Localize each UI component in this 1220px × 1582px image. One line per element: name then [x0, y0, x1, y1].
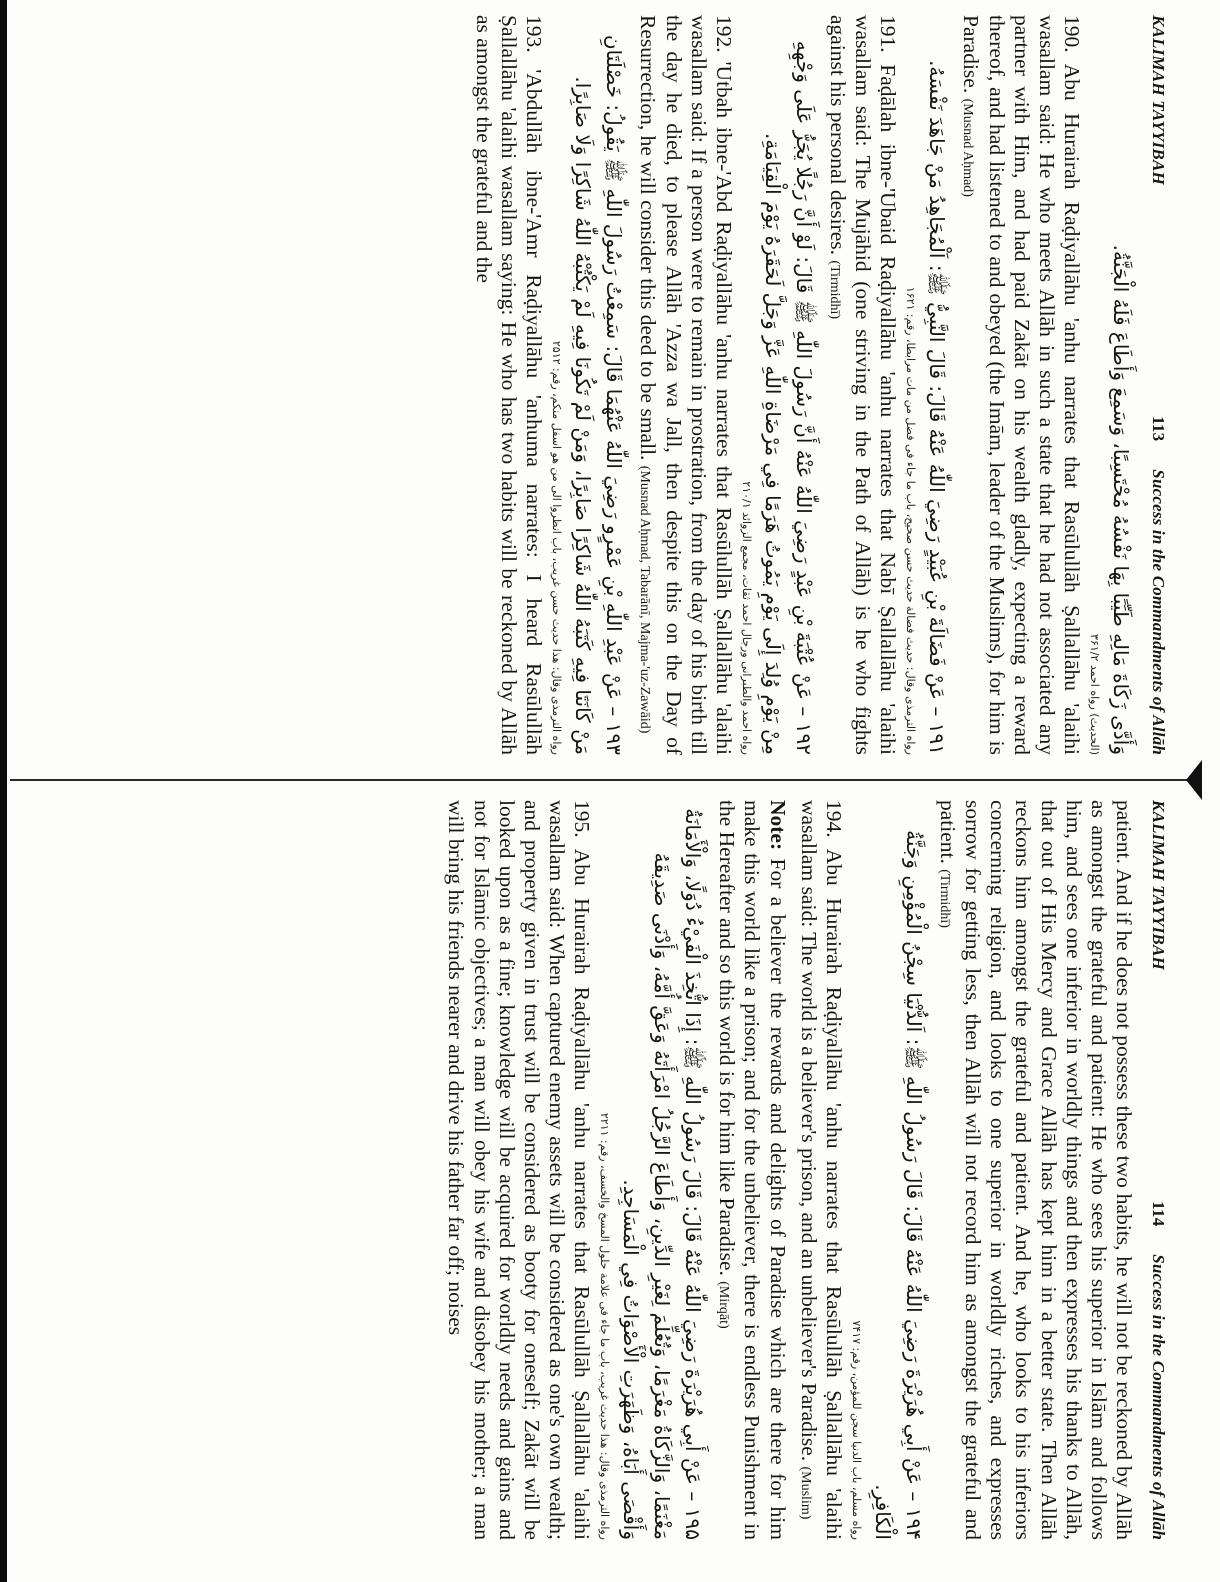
page-number: 114	[1149, 1201, 1168, 1227]
arabic-ref-190: (الحديث) رواه احمد ۳۶۱/۲	[1088, 634, 1101, 755]
hadith-193-continuation	[935, 800, 1136, 1540]
running-title: KALIMAH TAYYIBAH	[1149, 15, 1168, 185]
note-text: For a believer the rewards and delights of Paradise which are there for him make this world like a prison; and for the unbeliever, there is endless Punishment in the Hereafter and so this world is for him like Paradise.	[715, 800, 790, 1540]
hadith-192-text: 192. 'Utbah ibne-'Abd Raḍiyallāhu 'anhu narrates that Rasūlullāh Ṣallallāhu 'alaihi wasallam said: If a person were to remain in prostration, from the day of his birth till the day he died, to please Allāh 'Azza wa Jall, then despite this on the Day of Resurrection, he will consider this deed to be small.	[636, 15, 736, 755]
hadith-191	[825, 15, 900, 755]
hadith-192-source: (Musnad Aḥmad, Tabarānī, Majma-'uz-Zawāid)	[637, 465, 653, 734]
arabic-ref-195: رواه الترمذی وقال: هذا حدیث غریب، باب ما جاء فی علامة حلول المسخ والخسف، رقم: ۲۲۱۱	[598, 1112, 612, 1540]
hadith-194-text: 194. Abu Hurairah Raḍiyallāhu 'anhu narrates that Rasūlullāh Ṣallallāhu 'alaihi wasallam said: The world is a believer's prison, and an unbeliever's Paradise.	[796, 800, 846, 1540]
hadith-192	[635, 15, 736, 755]
arabic-text-192: ۱۹۲ – عَنْ عُتْبَةَ بْنِ عَبْدٍ رَضِيَ اللّٰهُ عَنْهُ أَنَّ رَسُولَ اللّٰهِ ﷺ قَالَ: لَوْ أَنَّ رَجُلًا يُجَرُّ عَلَى وَجْهِهِ مِنْ يَوْمِ وُلِدَ إِلَى يَوْمِ يَمُوتُ هَرَمًا فِي مَرْضَاةِ اللّٰهِ عَزَّ وَجَلَّ لَحَقَرَهُ يَوْمَ الْقِيَامَةِ.	[760, 40, 816, 755]
note-194	[714, 800, 789, 1540]
running-subtitle: Success in the Commandments of Allāh	[1149, 469, 1168, 755]
page-113-header	[1148, 15, 1168, 755]
note-source: (Mirqāt)	[716, 1281, 732, 1329]
hadith-190-text: 190. Abu Hurairah Raḍiyallāhu 'anhu narrates that Rasūlullāh Ṣallallāhu 'alaihi wasallam said: He who meets Allāh in such a state that he had not associated any partner with Him, and had paid Zakāt on his wealth gladly, expecting a reward thereof, and had listened to and obeyed (the Imām, leader of the Muslims), for him is Paradise.	[959, 15, 1084, 755]
arabic-text-195: ۱۹۵ – عَنْ أَبِي هُرَيْرَةَ رَضِيَ اللّٰهُ عَنْهُ قَالَ: قَالَ رَسُولُ اللّٰهِ ﷺ: إِذَا اتُّخِذَ الْفَيْءُ دُوَلًا، وَالْأَمَانَةُ مَغْنَمًا، وَالزَّكَاةُ مَغْرَمًا، وَتُعُلِّمَ لِغَيْرِ الدِّينِ، وَأَطَاعَ الرَّجُلُ امْرَأَتَهُ وَعَقَّ أُمَّهُ، وَأَدْنَى صَدِيقَهُ وَأَقْصَى أَبَاهُ، وَظَهَرَتِ الْأَصْوَاتُ فِي الْمَسَاجِدِ.	[619, 808, 706, 1540]
page-114	[0, 800, 1168, 1540]
arabic-ref-192: رواه احمد والطبرانی ورجال احمد ثقات، مجمع الزوائد ۲۱۰/۱	[739, 481, 753, 755]
running-title: KALIMAH TAYYIBAH	[1149, 800, 1168, 970]
page-fold-line	[10, 779, 1190, 781]
hadith-191-source: (Tirmidhī)	[827, 260, 843, 320]
page-113	[0, 15, 1168, 755]
hadith-191-text: 191. Faḍālah ibne-'Ubaid Raḍiyallāhu 'anhu narrates that Nabī Ṣallallāhu 'alaihi wasallam said: The Mujāhid (one striving in the Path of Allāh) is he who fights against his personal desires.	[826, 15, 901, 755]
arabic-text-191: ۱۹۱ – عَنْ فَضَالَةَ بْنِ عُبَيْدٍ رَضِيَ اللّٰهُ عَنْهُ قَالَ: قَالَ النَّبِيُّ ﷺ: اَلْمُجَاهِدُ مَنْ جَاهَدَ نَفْسَهُ.	[925, 60, 950, 755]
hadith-190	[958, 15, 1084, 755]
hadith-195: 195. Abu Hurairah Raḍiyallāhu 'anhu narrates that Rasūlullāh Ṣallallāhu 'alaihi wasallam said: When captured enemy assets will be considered as one's own wealth; and property given in trust will be considered as booty for oneself; Zakāt will be looked upon as a fine; knowledge will be acquired for worldly needs and gains and not for Islāmic objectives; a man will obey his wife and disobey his mother; a man will bring his friends nearer and drive his father far off; noises	[444, 800, 595, 1540]
note-label: Note:	[765, 800, 790, 851]
hadith-194	[796, 800, 846, 1540]
arabic-text-190: وَأَدَّى زَكَاةَ مَالِهِ طَيِّبًا بِهَا نَفْسُهُ مُحْتَسِبًا، وَسَمِعَ وَأَطَاعَ فَلَهُ الْجَنَّةُ.	[1109, 244, 1133, 755]
continuation-text: patient. And if he does not possess these two habits, he will not be reckoned by Allāh as amongst the grateful and patient: He who sees his superior in Islām and follows him, and sees one inferior in worldly things and then expresses his thanks to Allāh, that out of His Mercy and Grace Allāh has kept him in a better state. Then Allāh reckons him amongst the grateful and patient. And he, who looks to his inferiors concerning religion, and looks to one superior in worldly riches, and expresses sorrow for getting less, then Allāh will not record him as amongst the grateful and patient.	[936, 800, 1136, 1540]
continuation-source: (Tirmidhī)	[937, 869, 953, 928]
hadith-194-source: (Muslim)	[797, 1466, 813, 1520]
hadith-190-source: (Musnad Aḥmad)	[960, 98, 976, 197]
arabic-text-193: ۱۹۳ – عَنْ عَبْدِ اللّٰهِ بْنِ عَمْرٍو رَضِيَ اللّٰهُ عَنْهُمَا قَالَ: سَمِعْتُ رَسُولَ اللّٰهِ ﷺ يَقُولُ: خَصْلَتَانِ مَنْ كَانَتَا فِيهِ كَتَبَهُ اللّٰهُ شَاكِرًا صَابِرًا، وَمَنْ لَمْ تَكُونَا فِيهِ لَمْ يَكْتُبْهُ اللّٰهُ شَاكِرًا وَلَا صَابِرًا.	[571, 34, 627, 755]
fold-marker	[1186, 760, 1202, 800]
arabic-ref-191: رواه الترمذی وقال: حدیث فضالة حدیث حسن صحیح، باب ما جاء فی فضل من مات مرابطا، رقم: ۱۶۲۱	[904, 286, 918, 755]
page-114-header	[1148, 800, 1168, 1540]
arabic-ref-193: رواه الترمذی وقال: هذا حدیث حسن غریب، باب انظروا الى من هو اسفل منکم، رقم: ۲۵۱۲	[550, 340, 564, 755]
hadith-193: 193. 'Abdullāh ibne-'Amr Raḍiyallāhu 'anhuma narrates: I heard Rasūlullāh Ṣallallāhu 'alaihi wasallam saying: He who has two habits will be reckoned by Allāh as amongst the grateful and the	[472, 15, 547, 755]
arabic-ref-194: رواه مسلم، باب الدنیا سجن للمؤمن، رقم: ۷۴۱۷	[849, 1320, 863, 1540]
page-number: 113	[1149, 416, 1168, 442]
running-subtitle: Success in the Commandments of Allāh	[1149, 1254, 1168, 1540]
arabic-text-194: ۱۹۴ – عَنْ أَبِي هُرَيْرَةَ رَضِيَ اللّٰهُ عَنْهُ قَالَ: قَالَ رَسُولُ اللّٰهِ ﷺ: اَلدُّنْيَا سِجْنُ الْمُؤْمِنِ وَجَنَّةُ الْكَافِرِ.	[870, 830, 926, 1540]
